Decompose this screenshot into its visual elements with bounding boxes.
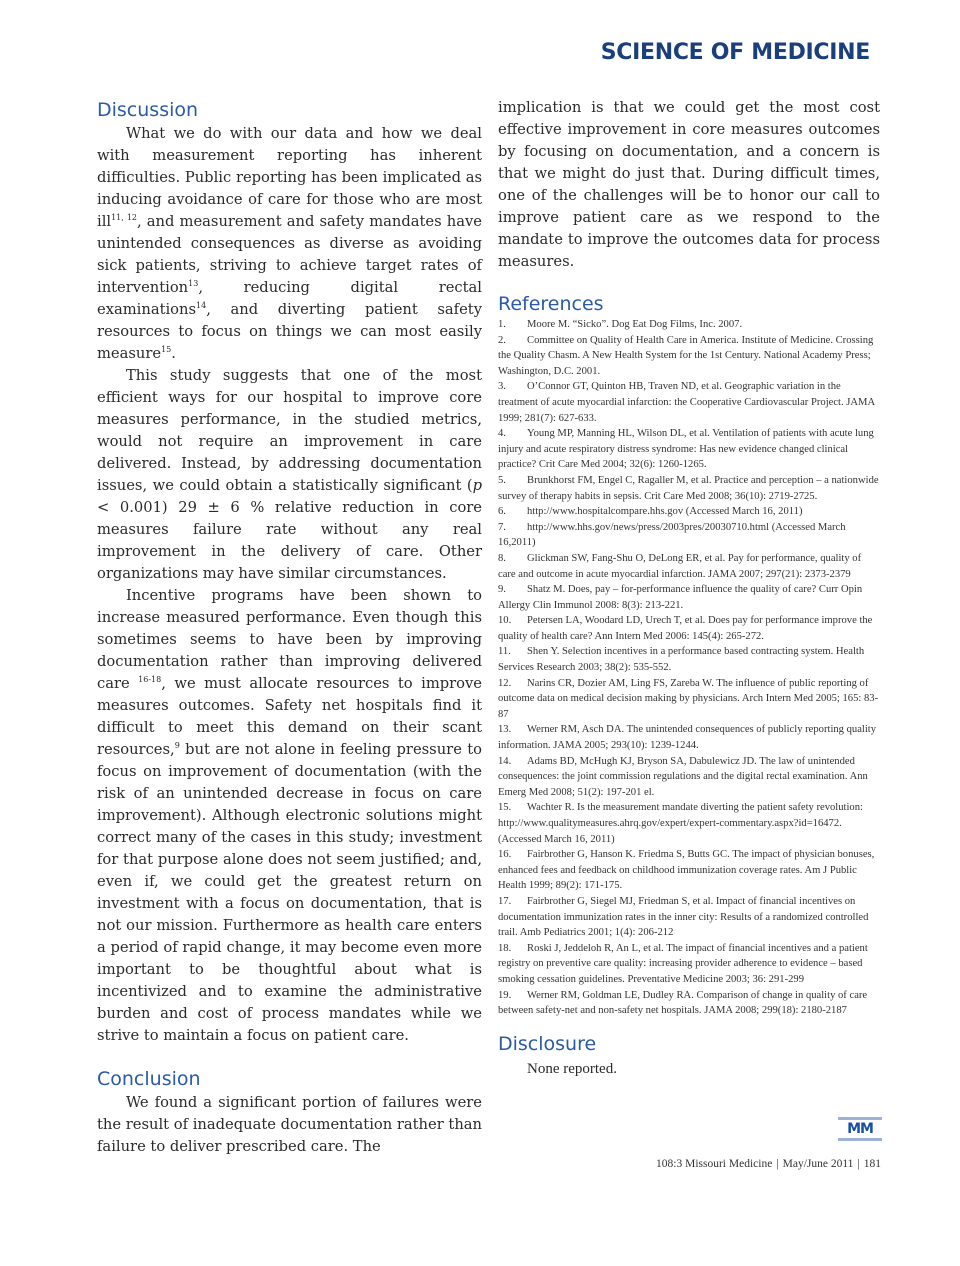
discussion-paragraph-1: What we do with our data and how we deal with measurement reporting has inherent difficulties. Public reporting has been implicated as inducing avoidance of care for those who are most ill$^{11, 12}$, and measurement and safety mandates have unintended consequences as diverse as avoiding sick patients, striving to achieve target rates of intervention$^{13}$, reducing digital rectal examinations$^{14}$, and diverting patient safety resources to focus on things we can most easily measure$^{15}$. — [97, 125, 482, 362]
conclusion-paragraph: We found a significant portion of failures were the result of inadequate documentation rather than failure to deliver prescribed care. The — [97, 1094, 482, 1155]
reference-number: 13. — [498, 724, 512, 736]
reference-item — [498, 613, 880, 644]
reference-text: Shen Y. Selection incentives in a performance based contracting system. Health Services Research 2003; 38(2): 535-552. — [498, 646, 865, 674]
reference-text: Fairbrother G, Siegel MJ, Friedman S, et al. Impact of financial incentives on documentation immunization rates in the inner city: Results of a randomized controlled trail. Amb Pediatrics 2001; 1(4): 206-212 — [498, 895, 869, 939]
disclosure-heading: Disclosure — [498, 1032, 597, 1055]
missouri-medicine-logo: MM — [838, 1117, 882, 1141]
discussion-paragraph-3: Incentive programs have been shown to increase measured performance. Even though this sometimes seems to have been by improving documentation rather than improving delivered care $^{16-18}$, we must allocate resources to improve measures outcomes. Safety net hospitals find it difficult to meet this demand on their scant resources,$^9$ but are not alone in feeling pressure to focus on improvement of documentation (with the risk of an unintended decrease in focus on care improvement). Although electronic solutions might correct many of the cases in this study; investment for that purpose alone does not seem justified; and, even if, we could get the greatest return on investment with a focus on documentation, that is not our mission. Furthermore as health care enters a period of rapid change, it may become even more important to be thoughtful about what is incentivized and to examine the administrative burden and cost of process mandates while we strive to maintain a focus on patient care. — [97, 587, 482, 1044]
reference-item — [498, 582, 880, 613]
conclusion-continued: implication is that we could get the most cost effective improvement in core measures outcomes by focusing on documentation, and a concern is that we might do just that. During difficult times, one of the challenges will be to honor our call to improve patient care as we respond to the mandate to improve the outcomes data for process measures. — [498, 99, 880, 270]
reference-item — [498, 520, 880, 551]
reference-text: Committee on Quality of Health Care in America. Institute of Medicine. Crossing the Quality Chasm. A New Health System for the 1st Century. National Academy Press; Washington, D.C. 2001. — [498, 334, 874, 377]
reference-item — [498, 988, 880, 1019]
reference-text: Moore M. “Sicko”. Dog Eat Dog Films, Inc. 2007. — [527, 319, 743, 330]
reference-item — [498, 644, 880, 675]
reference-number: 17. — [498, 895, 512, 907]
reference-item — [498, 317, 880, 333]
reference-text: Shatz M. Does, pay – for-performance influence the quality of care? Curr Opin Allergy Clin Immunol 2008: 8(3): 213-221. — [498, 584, 863, 611]
reference-text: Brunkhorst FM, Engel C, Ragaller M, et al. Practice and perception – a nationwide survey of therapy habits in sepsis. Crit Care Med 2008; 36(10): 2719-2725. — [498, 474, 879, 502]
references-list — [498, 317, 880, 1019]
reference-item — [498, 473, 880, 504]
footer-page-number: 181 — [863, 1158, 881, 1170]
reference-number: 15. — [498, 802, 512, 814]
reference-number: 19. — [498, 989, 512, 1001]
reference-number: 14. — [498, 755, 512, 767]
right-column — [498, 97, 880, 1078]
reference-item — [498, 333, 880, 380]
reference-text: Wachter R. Is the measurement mandate diverting the patient safety revolution: http://www.qualitymeasures.ahrq.gov/expert/expert-commentary.aspx?id=16472. (Accessed March 16, 2011) — [498, 802, 863, 845]
reference-number: 5. — [498, 474, 506, 486]
reference-item — [498, 941, 880, 988]
reference-text: Petersen LA, Woodard LD, Urech T, et al. Does pay for performance improve the quality of health care? Ann Intern Med 2006: 145(4): 265-272. — [498, 615, 873, 642]
reference-number: 1. — [498, 319, 506, 330]
reference-number: 16. — [498, 849, 512, 861]
footer-issue: 108:3 Missouri Medicine — [656, 1158, 773, 1170]
reference-number: 12. — [498, 677, 512, 689]
reference-number: 8. — [498, 552, 506, 564]
reference-text: Roski J, Jeddeloh R, An L, et al. The impact of financial incentives and a patient registry on preventive care quality: increasing provider adherence to evidence – based smoking cessation guidelines. Preventative Medicine 2003; 36: 291-299 — [498, 942, 868, 985]
reference-text: Werner RM, Asch DA. The unintended consequences of publicly reporting quality information. JAMA 2005; 293(10): 1239-1244. — [498, 724, 877, 752]
reference-item — [498, 847, 880, 894]
reference-number: 9. — [498, 584, 506, 596]
reference-item — [498, 676, 880, 723]
footer-separator: | — [776, 1158, 779, 1170]
reference-item — [498, 504, 880, 520]
footer-separator: | — [857, 1158, 860, 1170]
disclosure-text: None reported. — [527, 1060, 617, 1077]
conclusion-heading: Conclusion — [97, 1068, 201, 1090]
reference-item — [498, 551, 880, 582]
reference-text: Fairbrother G, Hanson K. Friedma S, Butts GC. The impact of physician bonuses, enhanced fees and feedback on childhood immunization coverage rates. Am J Public Health 1999; 89(2): 171-175. — [498, 849, 875, 892]
reference-item — [498, 754, 880, 801]
page-footer — [656, 1158, 881, 1170]
reference-item — [498, 379, 880, 426]
reference-number: 4. — [498, 428, 506, 440]
reference-number: 11. — [498, 646, 511, 658]
reference-item — [498, 800, 880, 847]
section-title: SCIENCE OF MEDICINE — [600, 40, 870, 65]
reference-item — [498, 722, 880, 753]
reference-text: Adams BD, McHugh KJ, Bryson SA, Dabulewicz JD. The law of unintended consequences: the joint commission regulations and the digital rectal examination. Ann Emerg Med 2008; 51(2): 197-201 el. — [498, 755, 868, 798]
footer-date: May/June 2011 — [782, 1158, 854, 1170]
reference-number: 3. — [498, 381, 506, 393]
reference-text: O’Connor GT, Quinton HB, Traven ND, et al. Geographic variation in the treatment of acute myocardial infarction: the Cooperative Cardiovascular Project. JAMA 1999; 281(7): 627-633. — [498, 381, 875, 424]
reference-item — [498, 426, 880, 473]
reference-text: Young MP, Manning HL, Wilson DL, et al. Ventilation of patients with acute lung injury and acute respiratory distress syndrome: Has new evidence changed clinical practice? Crit Care Med 2004; 32(6): 1260-1265. — [498, 428, 874, 471]
reference-text: Glickman SW, Fang-Shu O, DeLong ER, et al. Pay for performance, quality of care and outcome in acute myocardial infarction. JAMA 2007; 297(21): 2373-2379 — [498, 552, 862, 580]
reference-text: http://www.hospitalcompare.hhs.gov (Accessed March 16, 2011) — [527, 506, 803, 518]
reference-number: 6. — [498, 506, 506, 518]
reference-number: 18. — [498, 942, 512, 954]
discussion-paragraph-2: This study suggests that one of the most efficient ways for our hospital to improve core measures performance, in the studied metrics, would not require an improvement in care delivered. Instead, by addressing documentation issues, we could obtain a statistically significant (p < 0.001) 29 ± 6 % relative reduction in core measures failure rate without any real improvement in the delivery of care. Other organizations may have similar circumstances. — [97, 367, 482, 582]
reference-number: 10. — [498, 615, 512, 627]
references-heading: References — [498, 293, 604, 315]
reference-text: Narins CR, Dozier AM, Ling FS, Zareba W. The influence of public reporting of outcome data on medical decision making by physicians. Arch Intern Med 2005; 165: 83-87 — [498, 677, 879, 720]
reference-text: Werner RM, Goldman LE, Dudley RA. Comparison of change in quality of care between safety-net and non-safety net hospitals. JAMA 2008; 299(18): 2180-2187 — [498, 989, 868, 1017]
left-column — [97, 97, 482, 1158]
reference-text: http://www.hhs.gov/news/press/2003pres/20030710.html (Accessed March 16,2011) — [498, 521, 846, 549]
reference-item — [498, 894, 880, 941]
reference-number: 7. — [498, 521, 506, 533]
discussion-heading: Discussion — [97, 99, 199, 121]
reference-number: 2. — [498, 334, 506, 346]
